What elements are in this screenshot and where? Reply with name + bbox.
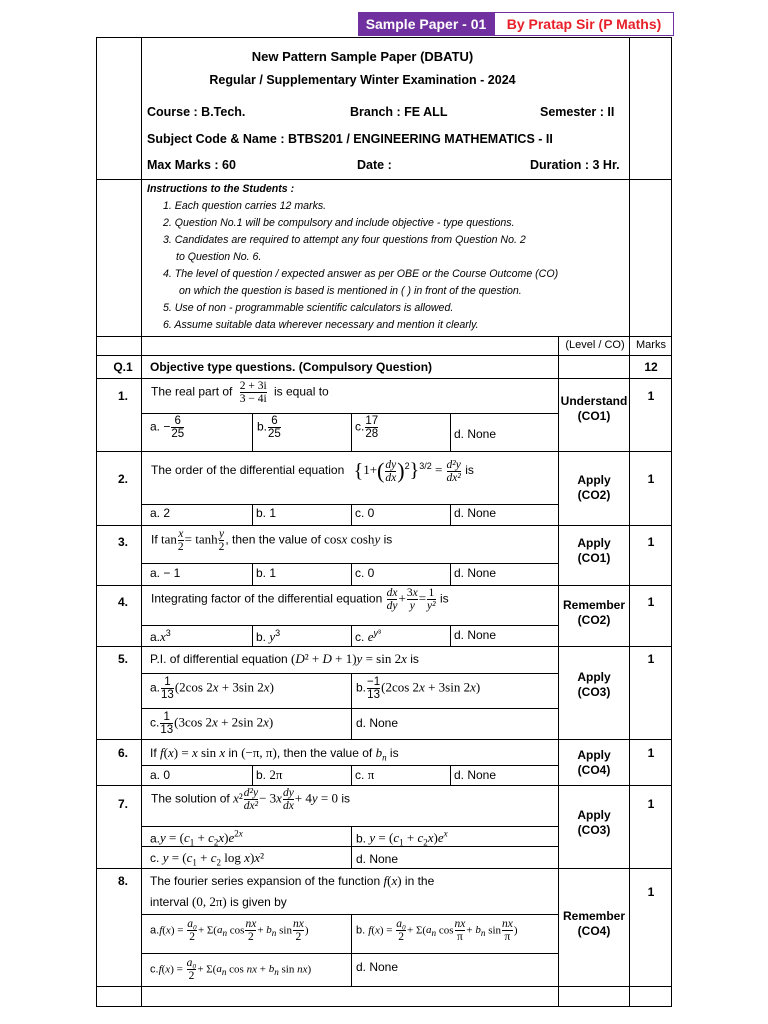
marks: 1 bbox=[647, 535, 655, 549]
option-b: b. $y = (c_1 + c_2x)e^x$ bbox=[356, 829, 448, 848]
course: Course : B.Tech. bbox=[147, 105, 246, 119]
option-b: b. f(x) = $\frac{\text{a₀}}{2}$ + $\Sigma(a_n$ cos $\frac{nx}{\pi}$ + $b_n$ sin $\frac{nx}{\pi}$ ) bbox=[356, 918, 518, 943]
question-number: 5. bbox=[117, 652, 128, 666]
option-d: d. None bbox=[356, 716, 399, 730]
question-text: P.I. of differential equation (D² + D + 1)y = sin 2x is bbox=[150, 651, 419, 666]
option-a: a. $\frac{1}{13}$ (2cos 2x + 3sin 2x) bbox=[150, 676, 274, 701]
level-co: Remember (CO2) bbox=[562, 598, 626, 627]
marks: 1 bbox=[647, 595, 655, 609]
level-co-header: (Level / CO) bbox=[565, 339, 625, 351]
option-c: c. $\frac{17}{28}$ bbox=[355, 415, 379, 440]
option-b: b. 1 bbox=[256, 506, 277, 520]
option-b: b. $\frac{6}{25}$ bbox=[257, 415, 281, 440]
option-a: a. − 1 bbox=[150, 566, 181, 580]
option-c: c. π bbox=[355, 767, 375, 782]
instructions-heading: Instructions to the Students : bbox=[147, 183, 295, 195]
option-a: a. 0 bbox=[150, 768, 171, 782]
branch: Branch : FE ALL bbox=[350, 105, 448, 119]
question-number: 7. bbox=[117, 797, 128, 811]
option-a: a.f(x) = $\frac{\text{a₀}}{2}$ + $\Sigma(a_n$ cos $\frac{nx}{2}$ + $b_n$ sin $\frac{nx}{2}$ ) bbox=[150, 918, 309, 943]
option-a: a. − $\frac{6}{25}$ bbox=[150, 415, 185, 440]
option-d: d. None bbox=[454, 628, 497, 642]
option-b: b. $\frac{-1}{13}$ (2cos 2x + 3sin 2x) bbox=[356, 676, 481, 701]
level-co: Apply (CO2) bbox=[577, 473, 611, 502]
marks: 1 bbox=[647, 797, 655, 811]
option-c: c. $y = (c_1 + c_2$ log x)x² bbox=[150, 850, 264, 868]
question-text: The real part of $\frac{2 + 3i}{3 - 4i}$ is equal to bbox=[151, 380, 329, 405]
duration: Duration : 3 Hr. bbox=[530, 158, 620, 172]
level-co: Apply (CO4) bbox=[577, 748, 611, 777]
instruction-line: 5. Use of non - programmable scientific calculators is allowed. bbox=[163, 302, 454, 314]
question-text-line2: interval (0, 2π) is given by bbox=[150, 894, 287, 909]
option-c: c. 0 bbox=[355, 566, 375, 580]
sample-paper-badge: Sample Paper - 01 bbox=[358, 12, 494, 36]
question-number: 2. bbox=[117, 472, 128, 486]
question-text: Objective type questions. (Compulsory Question) bbox=[150, 360, 433, 374]
subject: Subject Code & Name : BTBS201 / ENGINEERING MATHEMATICS - II bbox=[147, 132, 553, 146]
semester: Semester : II bbox=[540, 105, 615, 119]
instruction-line: 6. Assume suitable data wherever necessary and mention it clearly. bbox=[163, 319, 479, 331]
question-text: The solution of x² $\frac{\text{d²y}}{\text{dx²}}$ − 3x $\frac{dy}{dx}$ + 4y = 0 is bbox=[151, 787, 351, 812]
option-d: d. None bbox=[454, 768, 497, 782]
question-number: 1. bbox=[117, 389, 128, 403]
instruction-line: on which the question is based is mentioned in ( ) in front of the question. bbox=[179, 285, 522, 297]
option-a: $a.x^3$ bbox=[150, 628, 171, 644]
marks: 1 bbox=[647, 746, 655, 760]
option-a: a. 2 bbox=[150, 506, 171, 520]
marks: 1 bbox=[647, 472, 655, 486]
instruction-line: 4. The level of question / expected answer as per OBE or the Course Outcome (CO) bbox=[163, 268, 559, 280]
option-d: d. None bbox=[454, 427, 497, 441]
option-c: c.f(x) = $\frac{\text{a₀}}{2}$ + $\Sigma(a_n$ cos nx + $b_n$ sin nx) bbox=[150, 957, 312, 982]
question-number: 4. bbox=[117, 595, 128, 609]
question-number: 8. bbox=[117, 874, 128, 888]
option-b: b. 1 bbox=[256, 566, 277, 580]
date: Date : bbox=[357, 158, 392, 172]
paper-title: New Pattern Sample Paper (DBATU) bbox=[251, 49, 474, 64]
question-text: The fourier series expansion of the function f(x) in the bbox=[150, 873, 435, 888]
marks: 1 bbox=[647, 389, 655, 403]
instruction-line: 1. Each question carries 12 marks. bbox=[163, 200, 327, 212]
marks: 12 bbox=[644, 360, 658, 374]
instruction-line: 2. Question No.1 will be compulsory and include objective - type questions. bbox=[163, 217, 515, 229]
level-co: Apply (CO3) bbox=[577, 670, 611, 699]
level-co: Apply (CO1) bbox=[577, 536, 611, 565]
marks-header: Marks bbox=[636, 339, 666, 351]
level-co: Remember (CO4) bbox=[562, 909, 626, 938]
max-marks: Max Marks : 60 bbox=[147, 158, 236, 172]
instruction-line: 3. Candidates are required to attempt any four questions from Question No. 2 bbox=[163, 234, 526, 246]
option-c: c. $e^{y^3}$ bbox=[355, 628, 381, 644]
option-c: c. $\frac{1}{13}$ (3cos 2x + 2sin 2x) bbox=[150, 711, 274, 736]
option-c: c. 0 bbox=[355, 506, 375, 520]
option-d: d. None bbox=[356, 960, 399, 974]
question-number: Q.1 bbox=[113, 360, 133, 374]
level-co: Apply (CO3) bbox=[577, 808, 611, 837]
marks: 1 bbox=[647, 652, 655, 666]
option-a: $a.y = (c_1 + c_2x)e^{2x}$ bbox=[150, 829, 243, 848]
option-b: b. $y^3$ bbox=[256, 628, 281, 644]
author-badge: By Pratap Sir (P Maths) bbox=[494, 12, 674, 36]
question-number: 3. bbox=[117, 535, 128, 549]
option-d: d. None bbox=[356, 852, 399, 866]
option-d: d. None bbox=[454, 566, 497, 580]
option-b: b. 2π bbox=[256, 767, 283, 782]
question-text: The order of the differential equation {1+( $\frac{dy}{dx}$ )$^2$}$^{3/2}$ = $\frac{\text{d²y}}{\text{dx²}}$ is bbox=[151, 458, 474, 484]
question-text: Integrating factor of the differential equation $\frac{dx}{dy}$ + $\frac{3x}{y}$ = $\frac{1}{\text{y²}}$ is bbox=[151, 587, 449, 612]
option-d: d. None bbox=[454, 506, 497, 520]
question-text: If tan $\frac{x}{2}$ = tanh $\frac{y}{2}$ , then the value of cosx coshy is bbox=[151, 528, 393, 553]
instruction-line: to Question No. 6. bbox=[176, 251, 262, 263]
exam-name: Regular / Supplementary Winter Examination - 2024 bbox=[209, 73, 516, 87]
question-text: If f(x) = x sin x in (−π, π), then the value of $b_n$ is bbox=[150, 745, 399, 763]
level-co: Understand (CO1) bbox=[560, 394, 628, 423]
question-number: 6. bbox=[117, 746, 128, 760]
marks: 1 bbox=[647, 885, 655, 899]
